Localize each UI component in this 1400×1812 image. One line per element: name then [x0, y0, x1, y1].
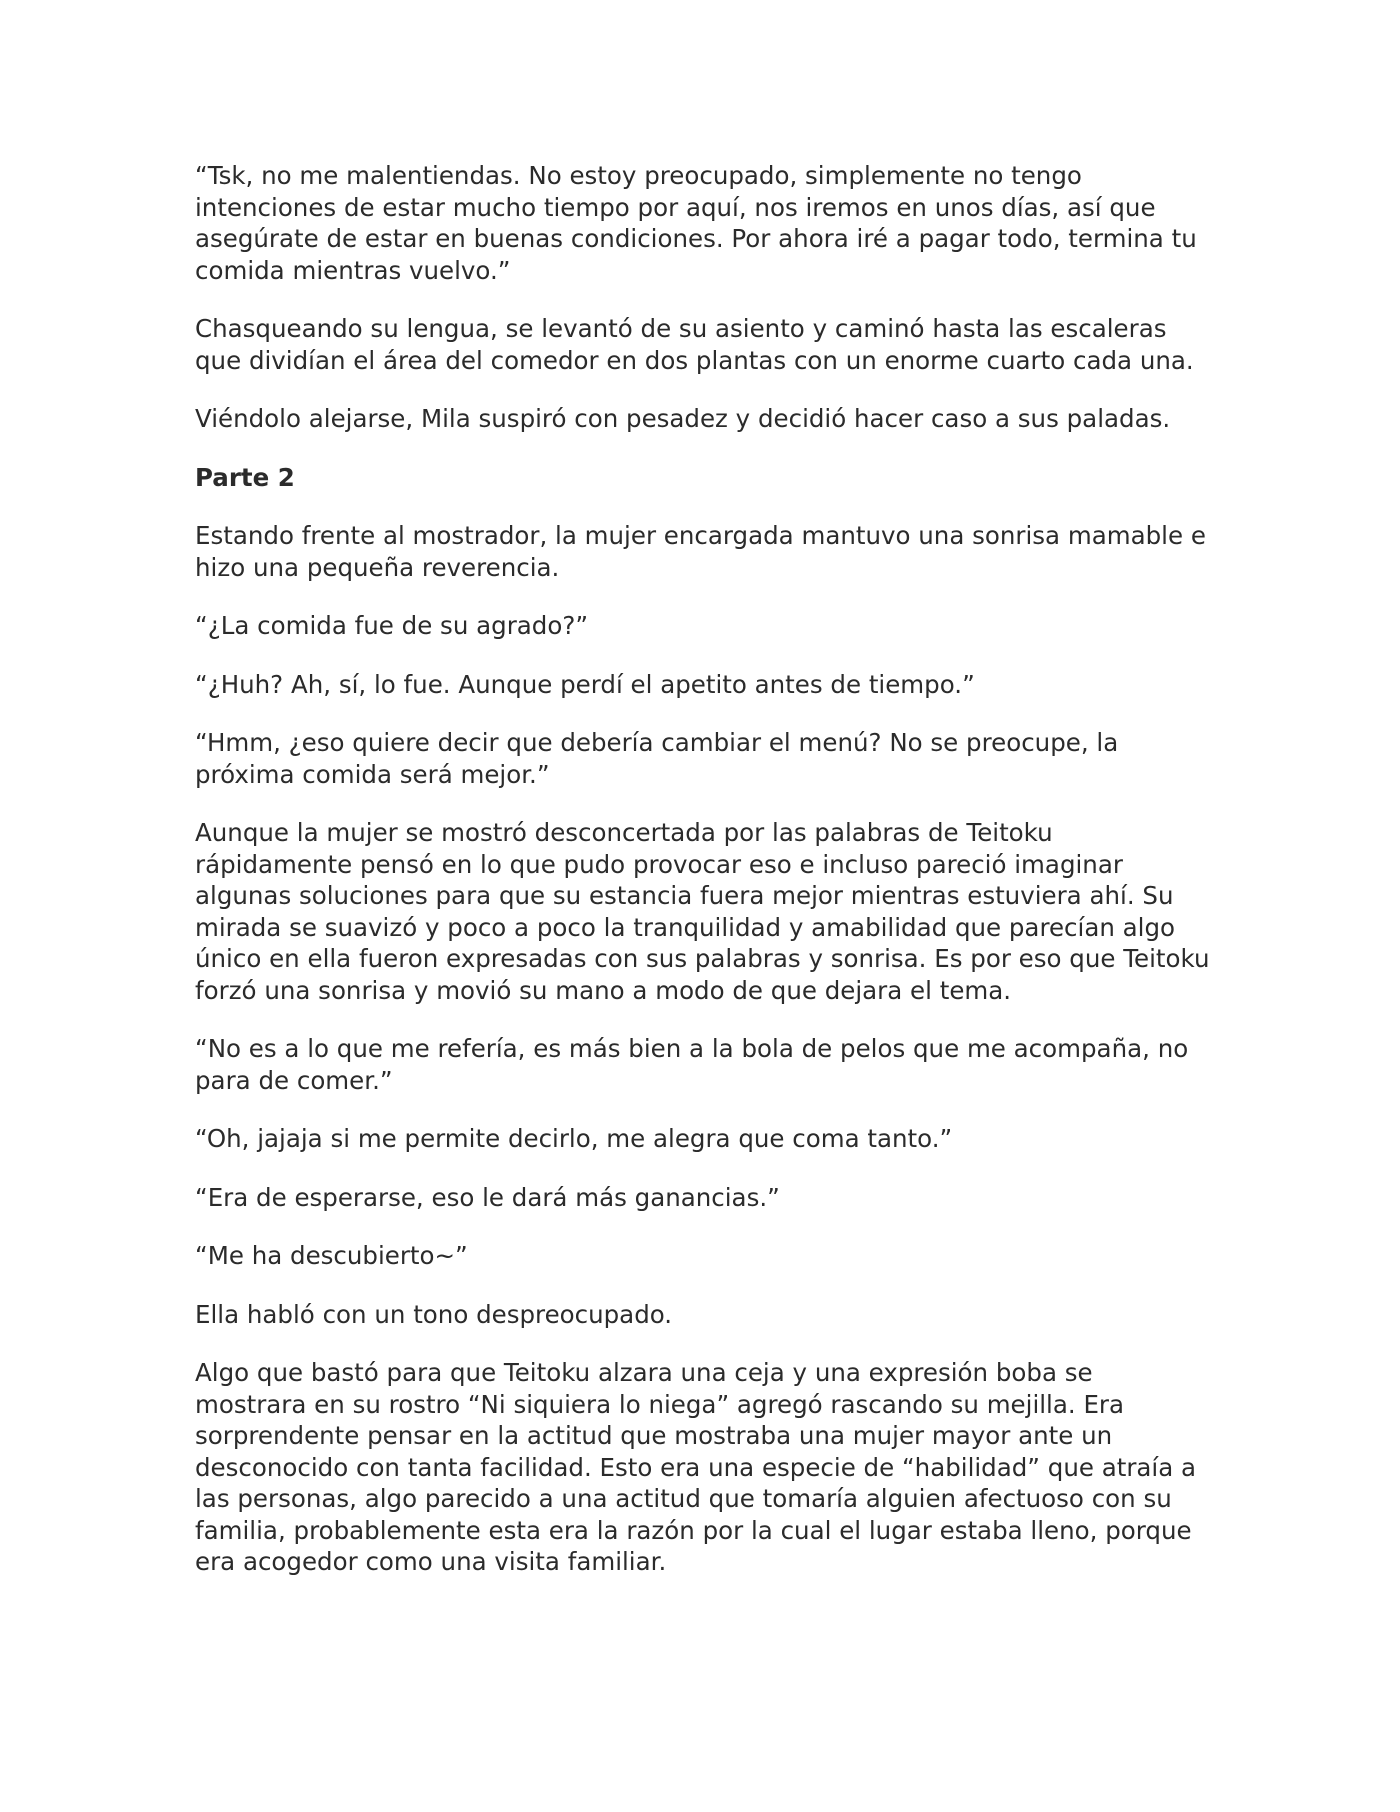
paragraph: “Oh, jajaja si me permite decirlo, me alegra que coma tanto.”	[195, 1124, 953, 1153]
paragraph: “No es a lo que me refería, es más bien a la bola de pelos que me acompaña, no para de comer.”	[195, 1034, 1189, 1095]
paragraph: “¿La comida fue de su agrado?”	[195, 611, 589, 640]
paragraph: “Me ha descubierto~”	[195, 1241, 468, 1270]
paragraph: Estando frente al mostrador, la mujer encargada mantuvo una sonrisa mamable e hizo una pequeña reverencia.	[195, 521, 1206, 582]
paragraph: “Tsk, no me malentiendas. No estoy preocupado, simplemente no tengo intenciones de estar mucho tiempo por aquí, nos iremos en unos días, así que asegúrate de estar en buenas condiciones. Por ahora iré a pagar todo, termina tu comida mientras vuelvo.”	[195, 161, 1197, 285]
paragraph: Chasqueando su lengua, se levantó de su asiento y caminó hasta las escaleras que dividían el área del comedor en dos plantas con un enorme cuarto cada una.	[195, 314, 1194, 375]
paragraph: Viéndolo alejarse, Mila suspiró con pesadez y decidió hacer caso a sus paladas.	[195, 404, 1171, 433]
paragraph: “¿Huh? Ah, sí, lo fue. Aunque perdí el apetito antes de tiempo.”	[195, 669, 975, 699]
paragraph: “Hmm, ¿eso quiere decir que debería cambiar el menú? No se preocupe, la próxima comida será mejor.”	[195, 728, 1119, 789]
paragraph: “Era de esperarse, eso le dará más ganancias.”	[195, 1182, 780, 1212]
document-body	[195, 160, 1210, 1605]
paragraph: Aunque la mujer se mostró desconcertada por las palabras de Teitoku rápidamente pensó en lo que pudo provocar eso e incluso pareció imaginar algunas soluciones para que su estancia fuera mejor mientras estuviera ahí. Su mirada se suavizó y poco a poco la tranquilidad y amabilidad que parecían algo único en ella fueron expresadas con sus palabras y sonrisa. Es por eso que Teitoku forzó una sonrisa y movió su mano a modo de que dejara el tema.	[195, 818, 1210, 1005]
section-heading: Parte 2	[195, 462, 295, 492]
paragraph: Ella habló con un tono despreocupado.	[195, 1299, 673, 1329]
paragraph: Algo que bastó para que Teitoku alzara una ceja y una expresión boba se mostrara en su rostro “Ni siquiera lo niega” agregó rascando su mejilla. Era sorprendente pensar en la actitud que mostraba una mujer mayor ante un desconocido con tanta facilidad. Esto era una especie de “habilidad” que atraía a las personas, algo parecido a una actitud que tomaría alguien afectuoso con su familia, probablemente esta era la razón por la cual el lugar estaba lleno, porque era acogedor como una visita familiar.	[195, 1358, 1197, 1576]
